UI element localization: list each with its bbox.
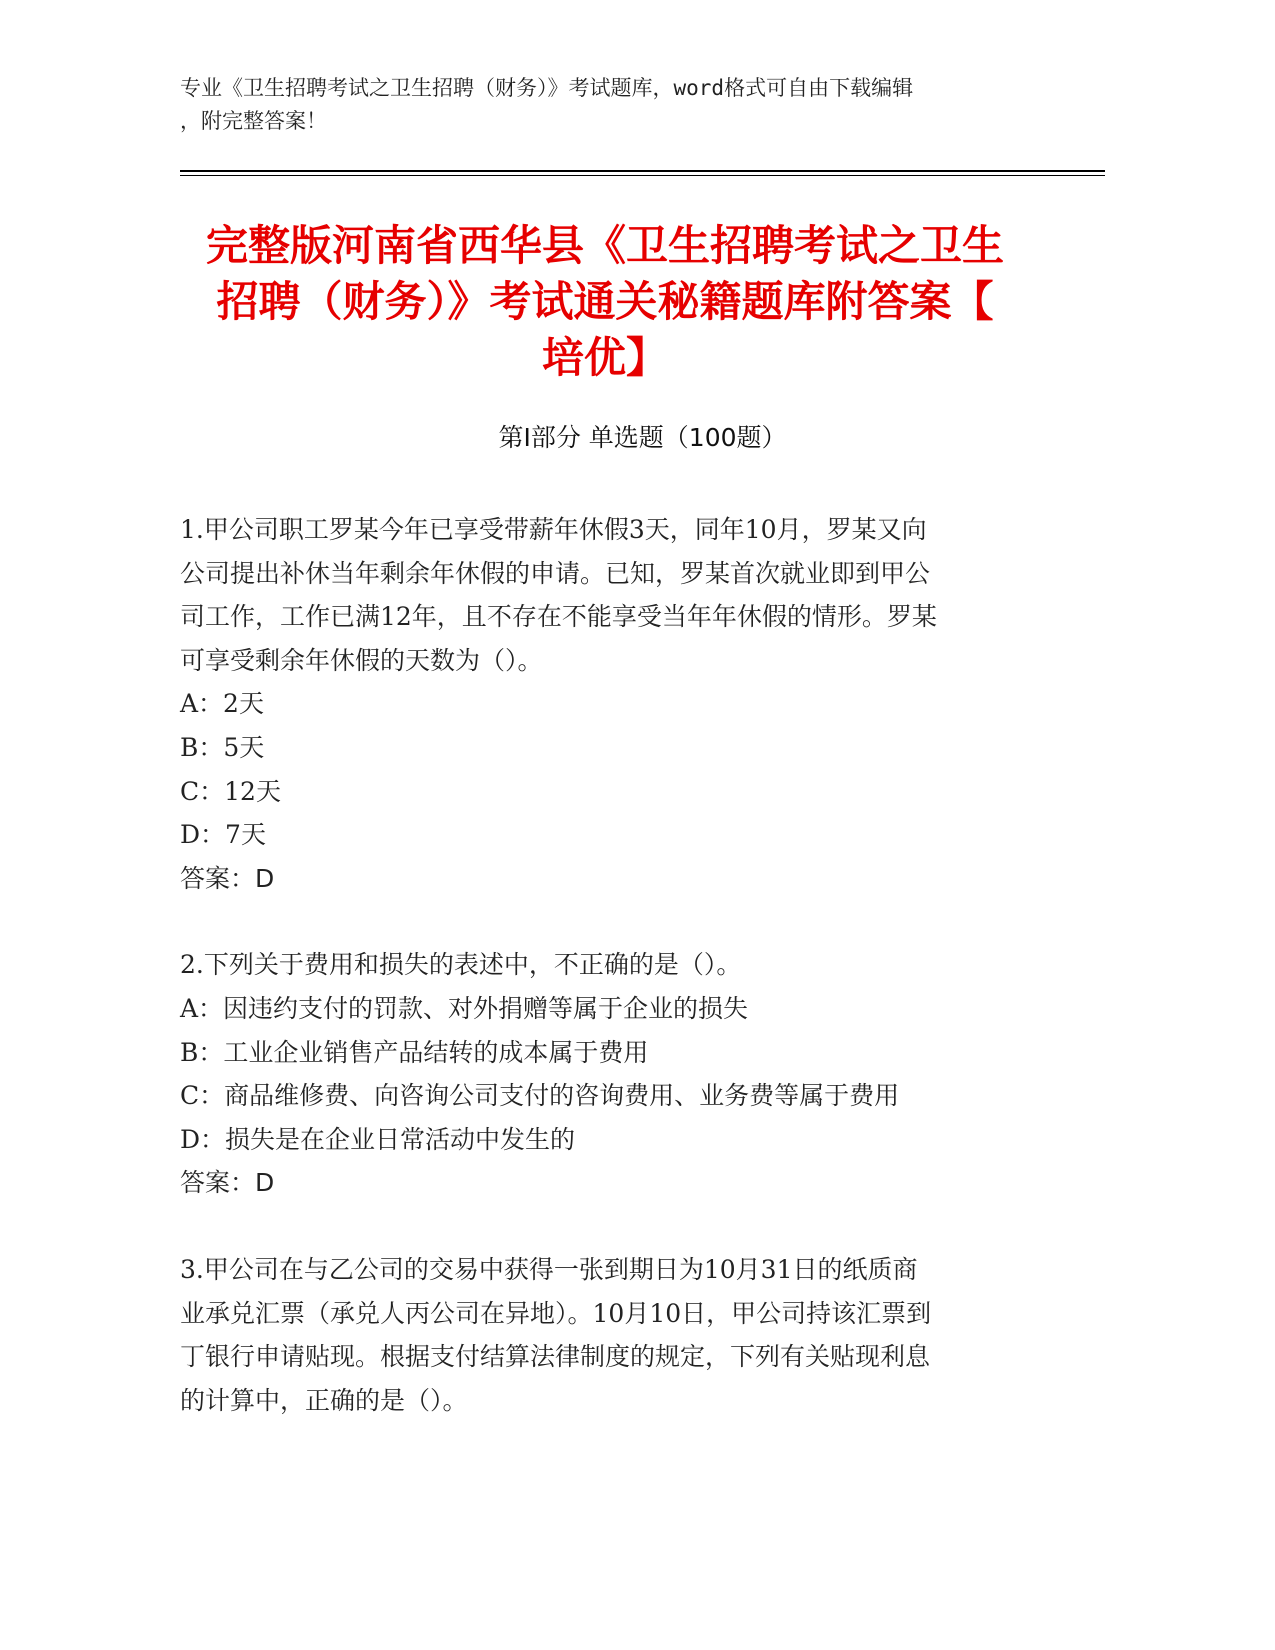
title-line-3: 培优】	[541, 333, 668, 382]
question-spacer	[180, 900, 1060, 943]
question-1-option-c: C：12天	[180, 776, 281, 806]
question-1-text-line: 可享受剩余年休假的天数为（）。	[180, 645, 543, 675]
question-1-option-b: B：5天	[180, 732, 265, 762]
question-3-text-line: 的计算中，正确的是（）。	[180, 1385, 468, 1415]
question-2-option-c: C：商品维修费、向咨询公司支付的咨询费用、业务费等属于费用	[180, 1081, 900, 1111]
question-1-text-line: 司工作，工作已满12年，且不存在不能享受当年年休假的情形。罗某	[180, 602, 937, 632]
question-1-option-d: D：7天	[180, 820, 266, 850]
document-title	[150, 218, 1060, 386]
title-line-2: 招聘（财务）》考试通关秘籍题库附答案【	[216, 277, 994, 326]
question-2-option-d: D：损失是在企业日常活动中发生的	[180, 1124, 576, 1154]
question-3	[180, 1248, 1060, 1422]
question-spacer	[180, 1205, 1060, 1248]
question-2-option-a: A：因违约支付的罚款、对外捐赠等属于企业的损失	[180, 993, 749, 1023]
question-2-text-line: 2.下列关于费用和损失的表述中，不正确的是（）。	[180, 950, 742, 980]
question-3-text-line: 3.甲公司在与乙公司的交易中获得一张到期日为10月31日的纸质商	[180, 1254, 918, 1284]
header-divider-thin	[180, 175, 1105, 176]
question-2-option-b: B：工业企业销售产品结转的成本属于费用	[180, 1037, 649, 1067]
question-1	[180, 508, 1060, 900]
question-1-answer: 答案：D	[180, 863, 275, 893]
question-3-text-line: 业承兑汇票（承兑人丙公司在异地）。10月10日，甲公司持该汇票到	[180, 1298, 932, 1328]
question-3-text-line: 丁银行申请贴现。根据支付结算法律制度的规定，下列有关贴现利息	[180, 1342, 931, 1372]
question-1-text-line: 公司提出补休当年剩余年休假的申请。已知，罗某首次就业即到甲公	[180, 558, 931, 588]
question-2	[180, 943, 1060, 1205]
question-1-text-line: 1.甲公司职工罗某今年已享受带薪年休假3天，同年10月，罗某又向	[180, 515, 927, 544]
header-divider-thick	[180, 170, 1105, 172]
question-1-option-a: A：2天	[180, 689, 264, 719]
title-line-1: 完整版河南省西华县《卫生招聘考试之卫生	[205, 221, 1004, 270]
question-2-answer: 答案：D	[180, 1168, 275, 1198]
section-heading: 第Ⅰ部分 单选题（100题）	[498, 423, 787, 452]
header-note-line-1: 专业《卫生招聘考试之卫生招聘（财务）》考试题库，word格式可自由下载编辑	[180, 76, 914, 100]
header-note-line-2: ，附完整答案！	[180, 109, 327, 133]
question-list	[180, 508, 1060, 1422]
header-note	[180, 72, 1060, 138]
